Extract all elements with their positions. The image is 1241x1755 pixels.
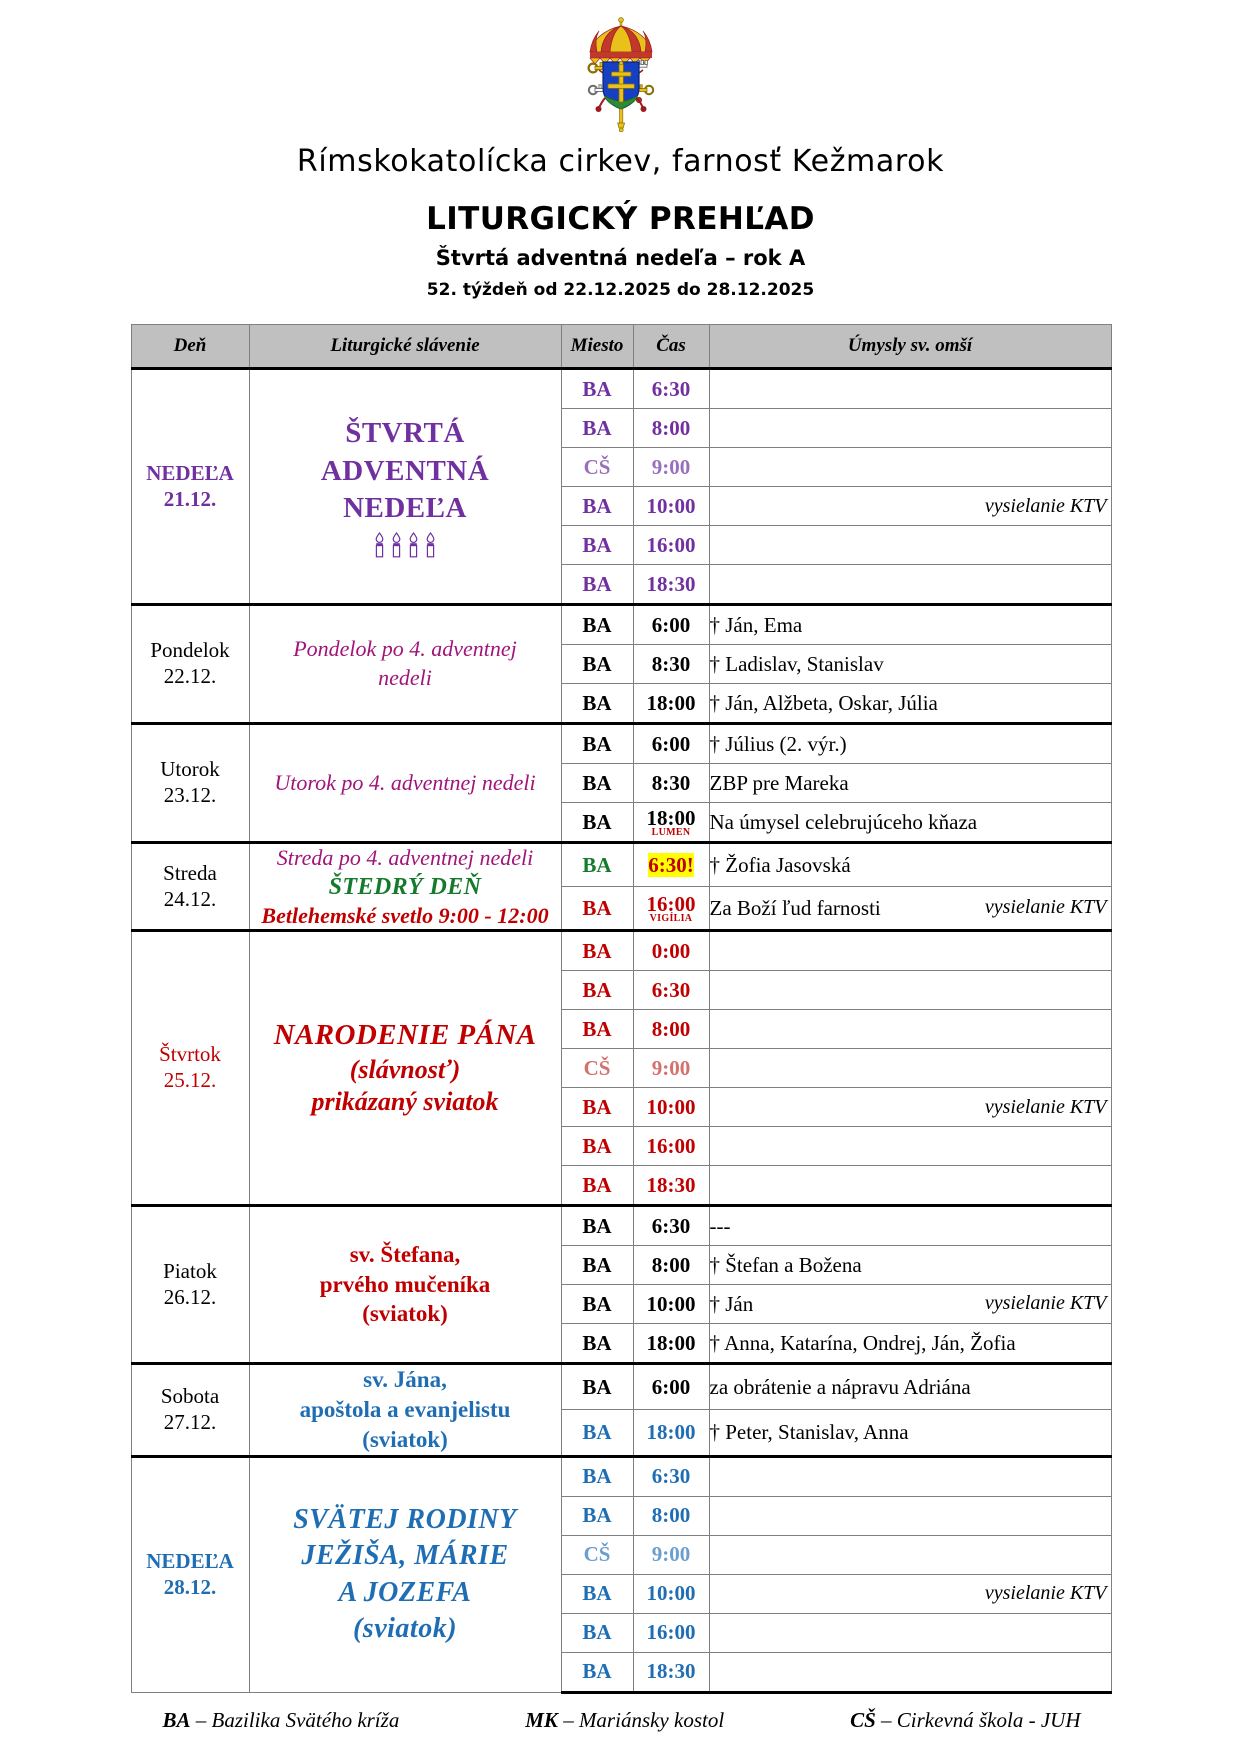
place-cell: BA xyxy=(561,1496,633,1535)
place-cell: BA xyxy=(561,1652,633,1692)
time-value: 18:30 xyxy=(646,571,696,596)
intention-cell xyxy=(709,369,1111,409)
celebration-line: Betlehemské svetlo 9:00 - 12:00 xyxy=(261,902,549,928)
time-cell xyxy=(633,605,709,645)
time-cell xyxy=(633,1652,709,1692)
place-cell: BA xyxy=(561,565,633,605)
place-cell: BA xyxy=(561,1166,633,1206)
place-cell: BA xyxy=(561,605,633,645)
place-cell: BA xyxy=(561,931,633,971)
intention-cell xyxy=(709,526,1111,565)
intention-cell xyxy=(709,448,1111,487)
time-cell xyxy=(633,1613,709,1652)
day-name: Sobota xyxy=(160,1384,220,1409)
broadcast-note: vysielanie KTV xyxy=(984,494,1107,517)
day-name: Streda xyxy=(163,860,217,885)
legend-dash: – xyxy=(195,1707,207,1732)
column-header-intentions: Úmysly sv. omší xyxy=(709,325,1111,369)
time-cell xyxy=(633,971,709,1010)
time-cell xyxy=(633,1285,709,1324)
intention-text: † Žofia Jasovská xyxy=(709,852,851,877)
place-cell: CŠ xyxy=(561,448,633,487)
celebration-line: Streda po 4. adventnej nedeli xyxy=(276,845,534,870)
celebration-cell-stvrtok-25-12 xyxy=(249,931,561,1206)
day-name: Štvrtok xyxy=(159,1042,221,1067)
day-date: 22.12. xyxy=(163,664,217,688)
day-name: Pondelok xyxy=(150,638,230,663)
time-value: 10:00 xyxy=(646,1094,696,1119)
intention-cell xyxy=(709,1127,1111,1166)
celebration-cell-nedela-28-12 xyxy=(249,1456,561,1692)
intention-cell xyxy=(709,1410,1111,1456)
intention-cell xyxy=(709,931,1111,971)
day-cell-utorok-23-12 xyxy=(131,724,249,843)
celebration-line: Utorok po 4. adventnej nedeli xyxy=(274,769,536,795)
schedule-body xyxy=(131,369,1111,1693)
time-sublabel: VIGÍLIA xyxy=(649,913,693,924)
page-title: LITURGICKÝ PREHĽAD xyxy=(426,201,815,237)
time-value: 8:00 xyxy=(651,1016,691,1041)
parish-name: Rímskokatolícka cirkev, farnosť Kežmarok xyxy=(296,144,945,179)
intention-cell xyxy=(709,645,1111,684)
intention-cell xyxy=(709,971,1111,1010)
legend-code: CŠ xyxy=(850,1707,876,1732)
time-cell xyxy=(633,684,709,724)
celebration-cell-utorok-23-12 xyxy=(249,724,561,843)
time-cell xyxy=(633,1166,709,1206)
day-cell-pondelok-22-12 xyxy=(131,605,249,724)
time-value: 6:30 xyxy=(651,977,691,1002)
schedule-table-container xyxy=(131,324,1111,1694)
time-cell xyxy=(633,487,709,526)
time-cell xyxy=(633,724,709,764)
intention-cell xyxy=(709,1010,1111,1049)
papal-basilica-coat-of-arms-icon xyxy=(565,14,677,132)
intention-cell xyxy=(709,887,1111,931)
table-row xyxy=(131,1206,1111,1246)
time-value: 6:00 xyxy=(651,1374,691,1399)
time-value: 8:00 xyxy=(651,1252,691,1277)
time-value: 9:00 xyxy=(651,1055,691,1080)
legend-text: Mariánsky kostol xyxy=(578,1707,725,1732)
legend-item-c xyxy=(850,1708,1080,1733)
place-cell: BA xyxy=(561,1010,633,1049)
celebration-line: A JOZEFA xyxy=(338,1576,472,1608)
intention-text: † Ladislav, Stanislav xyxy=(709,651,884,676)
celebration-cell-streda-24-12 xyxy=(249,843,561,931)
legend-dash: – xyxy=(563,1707,574,1732)
time-value: 16:00 xyxy=(646,532,696,557)
place-cell: BA xyxy=(561,526,633,565)
place-cell: BA xyxy=(561,1206,633,1246)
intention-text: † Július (2. výr.) xyxy=(709,731,847,756)
place-cell: BA xyxy=(561,1246,633,1285)
table-row xyxy=(131,1456,1111,1496)
place-cell: CŠ xyxy=(561,1535,633,1574)
time-cell xyxy=(633,1088,709,1127)
intention-cell xyxy=(709,1574,1111,1613)
celebration-line: ADVENTNÁ xyxy=(320,454,490,487)
time-value: 10:00 xyxy=(646,493,696,518)
intention-cell xyxy=(709,1613,1111,1652)
intention-text: † Peter, Stanislav, Anna xyxy=(709,1420,909,1444)
column-header-place: Miesto xyxy=(561,325,633,369)
intention-cell xyxy=(709,1364,1111,1410)
time-value: 16:00 xyxy=(646,1620,696,1645)
celebration-line: Pondelok po 4. adventnej xyxy=(293,636,517,662)
day-date: 26.12. xyxy=(163,1284,217,1309)
legend-text: Bazilika Svätého kríža xyxy=(211,1707,400,1732)
day-date: 24.12. xyxy=(163,886,217,911)
time-value: 10:00 xyxy=(646,1581,696,1606)
legend-code: MK xyxy=(525,1707,558,1732)
celebration-line: sv. Jána, xyxy=(363,1367,447,1392)
time-cell xyxy=(633,1364,709,1410)
intention-text: za obrátenie a nápravu Adriána xyxy=(709,1374,971,1399)
time-cell xyxy=(633,1246,709,1285)
place-cell: BA xyxy=(561,1410,633,1456)
place-cell: BA xyxy=(561,684,633,724)
intention-cell xyxy=(709,1049,1111,1088)
place-cell: BA xyxy=(561,971,633,1010)
time-value: 8:00 xyxy=(651,1503,691,1528)
table-row xyxy=(131,724,1111,764)
celebration-line: ŠTEDRÝ DEŇ xyxy=(328,873,482,900)
place-cell: BA xyxy=(561,764,633,803)
place-cell: CŠ xyxy=(561,1049,633,1088)
intention-text: --- xyxy=(709,1213,731,1238)
intention-text: Za Boží ľud farnosti xyxy=(709,895,881,920)
time-value: 6:30 xyxy=(651,1213,691,1238)
time-cell xyxy=(633,369,709,409)
day-cell-nedela-21-12 xyxy=(131,369,249,605)
time-cell xyxy=(633,887,709,931)
place-cell: BA xyxy=(561,369,633,409)
table-header-row xyxy=(131,325,1111,369)
time-cell xyxy=(633,1456,709,1496)
intention-cell xyxy=(709,1206,1111,1246)
celebration-line: ŠTVRTÁ xyxy=(345,416,465,449)
time-value: 18:00 xyxy=(646,690,696,715)
table-row xyxy=(131,369,1111,409)
celebration-line: sv. Štefana, xyxy=(349,1241,461,1267)
time-value: 18:00 xyxy=(646,1420,696,1444)
time-cell xyxy=(633,1410,709,1456)
celebration-cell-pondelok-22-12 xyxy=(249,605,561,724)
week-range: 52. týždeň od 22.12.2025 do 28.12.2025 xyxy=(426,280,815,300)
celebration-line: (slávnosť) xyxy=(349,1054,461,1084)
time-value: 0:00 xyxy=(651,938,691,963)
time-value: 6:30 xyxy=(651,1464,691,1489)
time-cell xyxy=(633,565,709,605)
day-date: 27.12. xyxy=(163,1409,217,1434)
intention-cell xyxy=(709,605,1111,645)
intention-cell xyxy=(709,487,1111,526)
legend-text: Cirkevná škola - JUH xyxy=(896,1707,1081,1732)
place-cell: BA xyxy=(561,724,633,764)
intention-cell xyxy=(709,565,1111,605)
place-cell: BA xyxy=(561,1456,633,1496)
intention-cell xyxy=(709,1285,1111,1324)
place-cell: BA xyxy=(561,645,633,684)
intention-text: † Štefan a Božena xyxy=(709,1252,862,1277)
day-date: 25.12. xyxy=(163,1068,217,1092)
time-value: 10:00 xyxy=(646,1291,696,1316)
time-cell xyxy=(633,931,709,971)
place-cell: BA xyxy=(561,887,633,931)
day-cell-streda-24-12 xyxy=(131,843,249,931)
intention-text: † Ján, Alžbeta, Oskar, Júlia xyxy=(709,690,938,715)
intention-cell xyxy=(709,1652,1111,1692)
time-value: 8:00 xyxy=(651,415,691,440)
legend xyxy=(131,1708,1111,1733)
column-header-celebration: Liturgické slávenie xyxy=(249,325,561,369)
place-cell: BA xyxy=(561,1088,633,1127)
time-cell xyxy=(633,1574,709,1613)
liturgical-schedule-table xyxy=(131,324,1112,1694)
time-cell xyxy=(633,764,709,803)
intention-text: † Ján xyxy=(709,1291,754,1316)
time-value: 8:30 xyxy=(651,770,691,795)
place-cell: BA xyxy=(561,1285,633,1324)
time-cell xyxy=(633,409,709,448)
place-cell: BA xyxy=(561,843,633,887)
time-value: 9:00 xyxy=(651,454,691,479)
time-cell xyxy=(633,1535,709,1574)
celebration-line: nedeli xyxy=(378,665,432,690)
time-value: 6:30! xyxy=(648,852,694,877)
celebration-cell-nedela-21-12 xyxy=(249,369,561,605)
celebration-line: NARODENIE PÁNA xyxy=(273,1019,537,1052)
time-cell xyxy=(633,803,709,843)
crest-container xyxy=(0,0,1241,136)
intention-cell xyxy=(709,409,1111,448)
intention-cell xyxy=(709,803,1111,843)
day-cell-piatok-26-12 xyxy=(131,1206,249,1364)
day-date: 23.12. xyxy=(163,783,217,807)
time-value: 16:00 xyxy=(646,892,696,916)
day-name: Piatok xyxy=(163,1258,217,1283)
table-row xyxy=(131,1364,1111,1410)
time-value: 8:30 xyxy=(651,651,691,676)
day-cell-sobota-27-12 xyxy=(131,1364,249,1457)
page-subtitle: Štvrtá adventná nedeľa – rok A xyxy=(435,246,806,270)
intention-cell xyxy=(709,1166,1111,1206)
legend-item-mk xyxy=(525,1708,724,1733)
column-header-time: Čas xyxy=(633,325,709,369)
time-sublabel: LUMEN xyxy=(651,827,691,838)
column-header-day: Deň xyxy=(131,325,249,369)
time-cell xyxy=(633,1206,709,1246)
time-cell xyxy=(633,448,709,487)
place-cell: BA xyxy=(561,1324,633,1364)
legend-code: BA xyxy=(162,1707,191,1732)
time-cell xyxy=(633,843,709,887)
day-name: NEDEĽA xyxy=(146,1549,234,1574)
place-cell: BA xyxy=(561,1574,633,1613)
celebration-line: prvého mučeníka xyxy=(319,1271,491,1297)
celebration-line: JEŽIŠA, MÁRIE xyxy=(301,1540,509,1572)
intention-cell xyxy=(709,1246,1111,1285)
time-value: 18:00 xyxy=(646,1330,696,1355)
legend-dash: – xyxy=(881,1707,892,1732)
day-name: Utorok xyxy=(160,757,220,782)
advent-candles-icon xyxy=(250,532,561,558)
intention-cell xyxy=(709,724,1111,764)
table-row xyxy=(131,931,1111,971)
table-row xyxy=(131,843,1111,887)
time-cell xyxy=(633,1049,709,1088)
place-cell: BA xyxy=(561,1613,633,1652)
day-date: 28.12. xyxy=(163,1574,217,1599)
time-value: 18:00 xyxy=(646,806,696,830)
day-cell-stvrtok-25-12 xyxy=(131,931,249,1206)
place-cell: BA xyxy=(561,487,633,526)
intention-cell xyxy=(709,764,1111,803)
time-value: 18:30 xyxy=(646,1172,696,1197)
broadcast-note: vysielanie KTV xyxy=(984,1291,1107,1314)
celebration-cell-piatok-26-12 xyxy=(249,1206,561,1364)
intention-cell xyxy=(709,684,1111,724)
intention-text: † Ján, Ema xyxy=(709,612,803,637)
intention-text: † Anna, Katarína, Ondrej, Ján, Žofia xyxy=(709,1330,1016,1355)
time-cell xyxy=(633,645,709,684)
celebration-line: prikázaný sviatok xyxy=(311,1087,499,1117)
table-row xyxy=(131,605,1111,645)
day-name: NEDEĽA xyxy=(146,460,234,485)
time-value: 6:30 xyxy=(651,376,691,401)
place-cell: BA xyxy=(561,409,633,448)
legend-item-ba xyxy=(163,1708,400,1733)
place-cell: BA xyxy=(561,1127,633,1166)
time-value: 6:00 xyxy=(651,612,691,637)
celebration-cell-sobota-27-12 xyxy=(249,1364,561,1457)
place-cell: BA xyxy=(561,1364,633,1410)
celebration-line: (sviatok) xyxy=(352,1613,458,1645)
intention-text: ZBP pre Mareka xyxy=(709,770,849,795)
day-cell-nedela-28-12 xyxy=(131,1456,249,1692)
time-value: 9:00 xyxy=(651,1542,691,1567)
intention-cell xyxy=(709,1496,1111,1535)
intention-cell xyxy=(709,1456,1111,1496)
intention-cell xyxy=(709,1324,1111,1364)
time-cell xyxy=(633,1127,709,1166)
broadcast-note: vysielanie KTV xyxy=(984,895,1107,918)
place-cell: BA xyxy=(561,803,633,843)
time-cell xyxy=(633,526,709,565)
celebration-line: (sviatok) xyxy=(362,1426,448,1452)
time-value: 6:00 xyxy=(651,731,691,756)
day-date: 21.12. xyxy=(163,486,217,511)
intention-cell xyxy=(709,1088,1111,1127)
time-value: 18:30 xyxy=(646,1659,696,1684)
time-cell xyxy=(633,1496,709,1535)
intention-cell xyxy=(709,843,1111,887)
time-value: 16:00 xyxy=(646,1133,696,1158)
celebration-line: apoštola a evanjelistu xyxy=(299,1396,511,1422)
celebration-line: SVÄTEJ RODINY xyxy=(293,1503,517,1535)
broadcast-note: vysielanie KTV xyxy=(984,1582,1107,1605)
intention-cell xyxy=(709,1535,1111,1574)
time-cell xyxy=(633,1324,709,1364)
time-cell xyxy=(633,1010,709,1049)
intention-text: Na úmysel celebrujúceho kňaza xyxy=(709,809,978,834)
broadcast-note: vysielanie KTV xyxy=(984,1095,1107,1118)
celebration-line: (sviatok) xyxy=(362,1301,448,1327)
celebration-line: NEDEĽA xyxy=(343,492,467,525)
